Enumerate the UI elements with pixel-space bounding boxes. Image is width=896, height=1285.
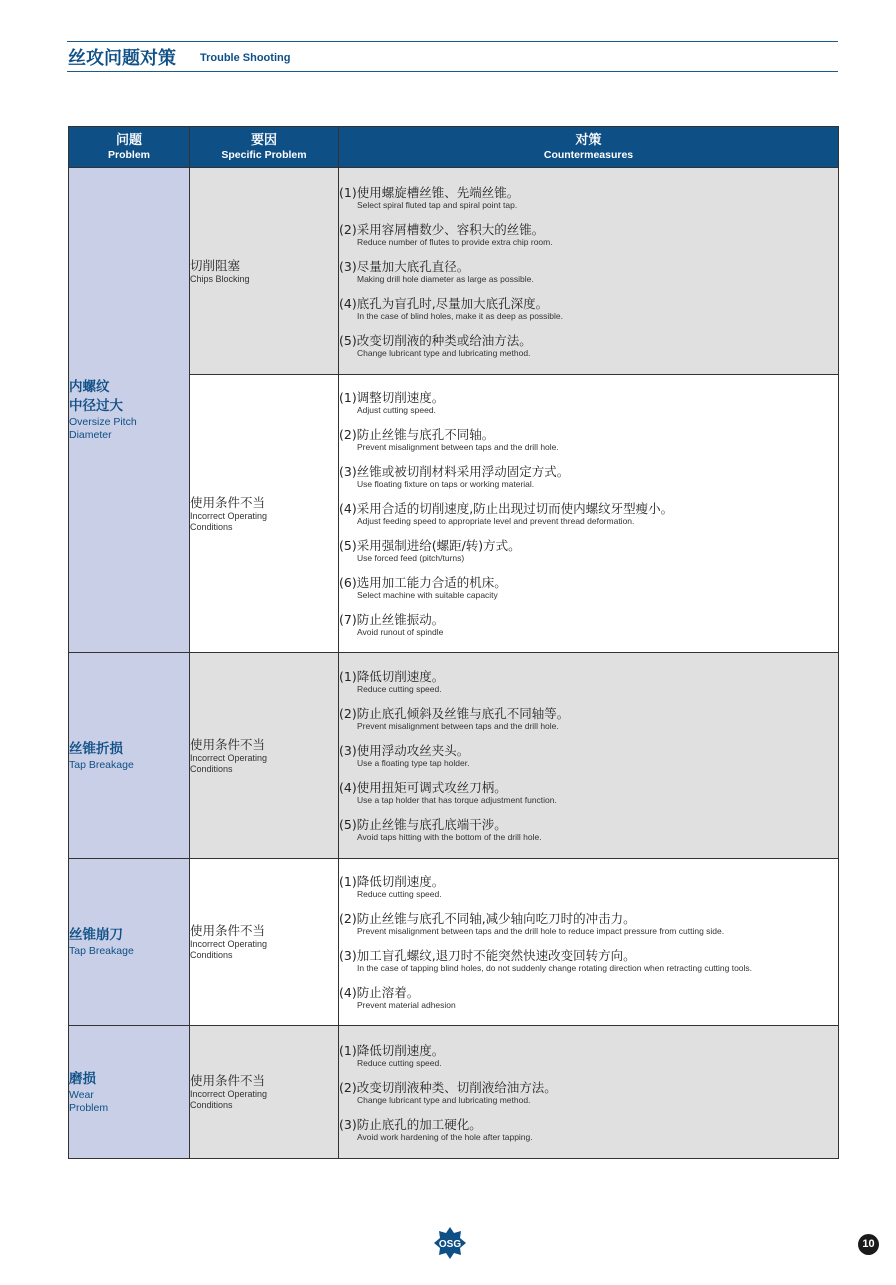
problem-cell-tap-breakage: 丝锥折损 Tap Breakage [69, 653, 190, 859]
col-header-specific-problem: 要因 Specific Problem [190, 127, 339, 168]
specific-problem-cell: 使用条件不当 Incorrect Operating Conditions [190, 1026, 339, 1159]
countermeasure-item [339, 985, 838, 1010]
countermeasure-item [339, 538, 838, 563]
countermeasure-item [339, 874, 838, 899]
countermeasure-zh: (3)防止底孔的加工硬化。 [339, 1116, 482, 1132]
countermeasure-en: Reduce number of flutes to provide extra chip room. [357, 236, 553, 247]
countermeasure-item [339, 390, 838, 415]
countermeasure-item [339, 612, 838, 637]
countermeasure-en: Avoid taps hitting with the bottom of the drill hole. [357, 832, 542, 842]
countermeasure-item [339, 780, 838, 805]
countermeasures-cell [339, 653, 839, 859]
page-title: 丝攻问题对策 [68, 48, 176, 69]
table-row [69, 653, 839, 859]
countermeasure-en: Reduce cutting speed. [357, 1057, 442, 1068]
table-row [69, 859, 839, 1026]
countermeasure-zh: (4)底孔为盲孔时,尽量加大底孔深度。 [339, 295, 549, 311]
countermeasure-item [339, 706, 838, 731]
countermeasure-zh: (4)使用扭矩可调式攻丝刀柄。 [339, 780, 507, 795]
countermeasure-zh: (5)防止丝锥与底孔底端干涉。 [339, 817, 507, 832]
countermeasure-en: Reduce cutting speed. [357, 684, 442, 694]
countermeasure-en: Change lubricant type and lubricating method. [357, 1094, 531, 1105]
countermeasure-en: Use a floating type tap holder. [357, 758, 470, 768]
countermeasure-zh: (1)使用螺旋槽丝锥、先端丝锥。 [339, 184, 520, 200]
countermeasure-zh: (2)防止丝锥与底孔不同轴。 [339, 427, 495, 442]
countermeasure-zh: (1)降低切削速度。 [339, 669, 445, 684]
page-number: 10 [858, 1234, 879, 1255]
col-header-countermeasures: 对策 Countermeasures [339, 127, 839, 168]
countermeasure-item [339, 743, 838, 768]
countermeasure-en: Avoid runout of spindle [357, 627, 444, 637]
countermeasure-en: Use forced feed (pitch/turns) [357, 553, 465, 563]
countermeasure-en: Use floating fixture on taps or working material. [357, 479, 535, 489]
countermeasure-zh: (3)丝锥或被切削材料采用浮动固定方式。 [339, 464, 570, 479]
countermeasure-zh: (7)防止丝锥振动。 [339, 612, 445, 627]
specific-problem-cell: 使用条件不当 Incorrect Operating Conditions [190, 859, 339, 1026]
countermeasure-zh: (1)降低切削速度。 [339, 1042, 445, 1058]
countermeasure-en: Select spiral fluted tap and spiral point tap. [357, 199, 518, 210]
countermeasure-en: Select machine with suitable capacity [357, 590, 498, 600]
countermeasure-en: Prevent misalignment between taps and the drill hole to reduce impact pressure from cutting side. [357, 926, 725, 936]
countermeasure-zh: (3)尽量加大底孔直径。 [339, 258, 470, 274]
countermeasure-item [339, 1043, 838, 1068]
problem-cell-wear: 磨损 Wear Problem [69, 1026, 190, 1159]
countermeasure-zh: (2)防止底孔倾斜及丝锥与底孔不同轴等。 [339, 706, 570, 721]
problem-cell-tap-chipping: 丝锥崩刀 Tap Breakage [69, 859, 190, 1026]
countermeasure-item [339, 427, 838, 452]
countermeasures-cell [339, 859, 839, 1026]
countermeasure-item [339, 575, 838, 600]
specific-problem-cell: 使用条件不当 Incorrect Operating Conditions [190, 375, 339, 653]
header-rule-top [67, 41, 838, 42]
countermeasure-zh: (6)选用加工能力合适的机床。 [339, 575, 507, 590]
countermeasure-zh: (5)采用强制进给(螺距/转)方式。 [339, 538, 521, 553]
countermeasure-en: Prevent misalignment between taps and the drill hole. [357, 721, 559, 731]
countermeasure-en: Adjust feeding speed to appropriate level and prevent thread deformation. [357, 516, 635, 526]
countermeasure-item [339, 333, 838, 358]
countermeasure-zh: (2)防止丝锥与底孔不同轴,减少轴向吃刀时的冲击力。 [339, 911, 636, 926]
countermeasures-cell [339, 375, 839, 653]
table-row [69, 1026, 839, 1159]
col-header-problem: 问题 Problem [69, 127, 190, 168]
countermeasure-en: Making drill hole diameter as large as possible. [357, 273, 534, 284]
countermeasure-zh: (5)改变切削液的种类或给油方法。 [339, 332, 532, 348]
countermeasure-zh: (3)加工盲孔螺纹,退刀时不能突然快速改变回转方向。 [339, 948, 636, 963]
countermeasure-en: In the case of blind holes, make it as deep as possible. [357, 310, 564, 321]
countermeasure-zh: (1)调整切削速度。 [339, 390, 445, 405]
countermeasure-item [339, 296, 838, 321]
countermeasure-zh: (2)采用容屑槽数少、容积大的丝锥。 [339, 221, 545, 237]
specific-problem-cell: 切削阻塞 Chips Blocking [190, 168, 339, 375]
countermeasure-en: Reduce cutting speed. [357, 889, 442, 899]
countermeasure-en: Avoid work hardening of the hole after tapping. [357, 1131, 533, 1142]
countermeasure-zh: (4)采用合适的切削速度,防止出现过切而使内螺纹牙型瘦小。 [339, 501, 674, 516]
countermeasure-en: Prevent material adhesion [357, 1000, 456, 1010]
countermeasure-en: Prevent misalignment between taps and the drill hole. [357, 442, 559, 452]
countermeasure-en: Adjust cutting speed. [357, 405, 436, 415]
countermeasure-en: In the case of tapping blind holes, do not suddenly change rotating direction when retracting cutting tools. [357, 963, 753, 973]
countermeasure-item [339, 1080, 838, 1105]
countermeasure-en: Use a tap holder that has torque adjustment function. [357, 795, 557, 805]
logo-text: OSG [438, 1239, 462, 1250]
countermeasure-item [339, 501, 838, 526]
countermeasure-item [339, 911, 838, 936]
countermeasure-zh: (3)使用浮动攻丝夹头。 [339, 743, 470, 758]
page-subtitle: Trouble Shooting [200, 52, 291, 64]
countermeasure-item [339, 222, 838, 247]
countermeasure-item [339, 185, 838, 210]
countermeasure-zh: (2)改变切削液种类、切削液给油方法。 [339, 1079, 557, 1095]
countermeasure-en: Change lubricant type and lubricating method. [357, 347, 531, 358]
table-row [69, 168, 839, 375]
countermeasure-item [339, 948, 838, 973]
trouble-shooting-table [68, 126, 839, 1159]
table-header-row [69, 127, 839, 168]
countermeasure-item [339, 817, 838, 842]
header-rule-bottom [67, 71, 838, 72]
countermeasure-item [339, 464, 838, 489]
countermeasure-zh: (1)降低切削速度。 [339, 874, 445, 889]
countermeasure-item [339, 669, 838, 694]
countermeasure-item [339, 1117, 838, 1142]
countermeasures-cell [339, 1026, 839, 1159]
specific-problem-cell: 使用条件不当 Incorrect Operating Conditions [190, 653, 339, 859]
osg-logo [433, 1226, 467, 1260]
problem-cell-oversize-pitch: 内螺纹 中径过大 Oversize Pitch Diameter [69, 168, 190, 653]
countermeasures-cell [339, 168, 839, 375]
countermeasure-zh: (4)防止溶着。 [339, 985, 420, 1000]
countermeasure-item [339, 259, 838, 284]
